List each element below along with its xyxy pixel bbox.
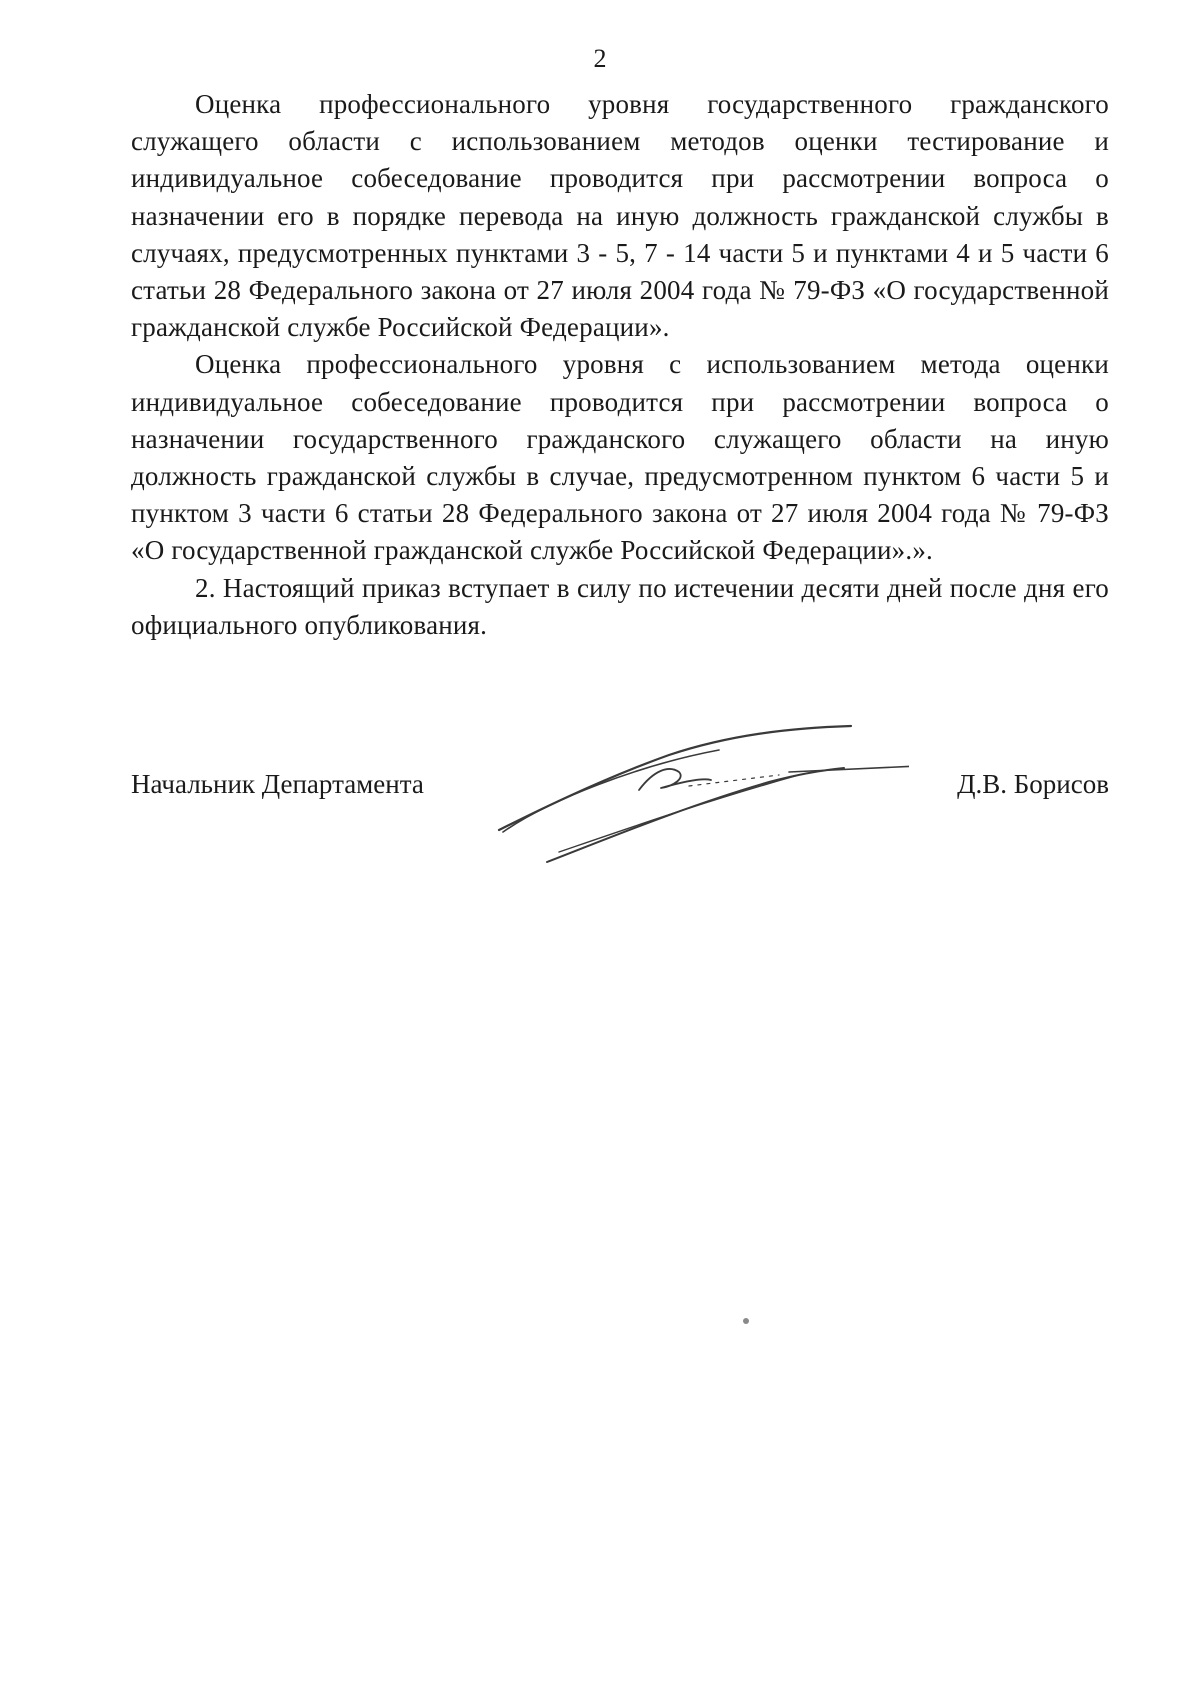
paragraph-effective-date: 2. Настоящий приказ вступает в силу по истечении десяти дней после дня его официального опубликования. [131, 572, 1109, 640]
document-body [131, 86, 1109, 644]
handwritten-signature-icon [489, 720, 909, 870]
scan-speck [743, 1318, 749, 1324]
page-number: 2 [593, 44, 607, 73]
signature-block [131, 720, 1109, 880]
signatory-name: Д.В. Борисов [957, 769, 1109, 799]
signatory-title: Начальник Департамента [131, 769, 424, 799]
paragraph-assessment-interview: Оценка профессионального уровня с использованием метода оценки индивидуальное собеседование проводится при рассмотрении вопроса о назначении государственного гражданского служащего области на иную должность гражданской службы в случае, предусмотренном пунктом 6 части 5 и пунктом 3 части 6 статьи 28 Федерального закона от 27 июля 2004 года № 79-ФЗ «О государственной гражданской службе Российской Федерации».». [131, 349, 1109, 566]
paragraph-assessment-testing: Оценка профессионального уровня государственного гражданского служащего области с использованием методов оценки тестирование и индивидуальное собеседование проводится при рассмотрении вопроса о назначении его в порядке перевода на иную должность гражданской службы в случаях, предусмотренных пунктами 3 - 5, 7 - 14 части 5 и пунктами 4 и 5 части 6 статьи 28 Федерального закона от 27 июля 2004 года № 79-ФЗ «О государственной гражданской службе Российской Федерации». [131, 89, 1109, 343]
